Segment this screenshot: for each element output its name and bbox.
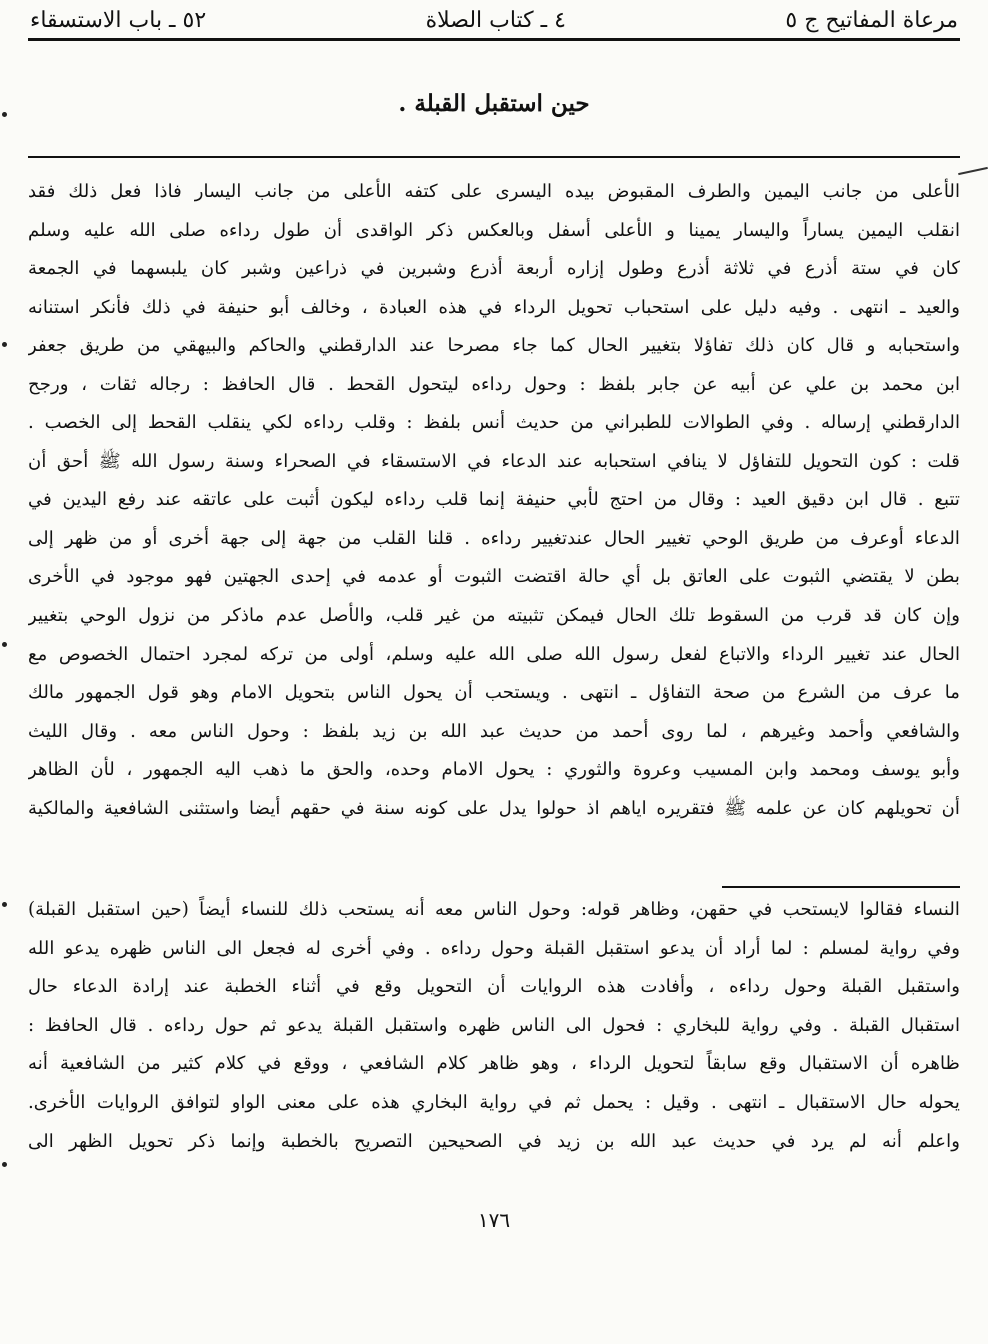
footnote-line: النساء فقالوا لايستحب في حقهن، وظاهر قوله: وحول الناس معه أنه يستحب ذلك للنساء أيضاً (حين استقبل القبلة) <box>28 899 960 920</box>
margin-dot <box>2 342 7 347</box>
text-line: والشافعي وأحمد وغيرهم ، لما روى أحمد من حديث عبد الله بن زيد بلفظ : وحول الناس معه . وقال الليث <box>28 720 960 742</box>
text-line: وإن كان قد قرب من السقوط تلك الحال فيمكن تثبيته من غير قلب، والأصل عدم ماذكر من نزول الوحي بتغيير <box>28 605 960 627</box>
footnote-line: استقبال القبلة . وفي رواية للبخاري : فحول الى الناس ظهره واستقبل القبلة يدعو ثم حول رداءه . قال الحافظ : <box>28 1014 960 1036</box>
footnote-line: ظاهره أن الاستقبال وقع سابقاً لتحويل الرداء ، وهو ظاهر كلام الشافعي ، ووقع في كلام كثير من الشافعية أنه <box>28 1053 960 1075</box>
text-line: الحال عند تغيير الرداء والاتباع لفعل رسول الله صلى الله عليه وسلم، أولى من تركه لمجرد احتمال الخصوص مع <box>28 643 960 665</box>
margin-dot <box>2 642 7 647</box>
text-line: الدارقطني إرساله . وفي الطوالات للطبراني من حديث أنس بلفظ : وقلب رداءه لكي ينقلب القحط إلى الخصب . <box>28 412 960 434</box>
text-line: الأعلى من جانب اليمين والطرف المقبوض بيده اليسرى على كتفه الأعلى من جانب اليسار فاذا فعل ذلك فقد <box>28 181 960 202</box>
running-header <box>30 4 958 36</box>
footnote-line: واعلم أنه لم يرد في حديث عبد الله بن زيد في الصحيحين التصريح بالخطبة وإنما ذكر تحويل الظهر الى <box>28 1130 960 1152</box>
heading-rule <box>28 156 960 158</box>
footnote-separator <box>722 886 960 888</box>
header-chapter: ٤ ـ كتاب الصلاة <box>425 7 566 33</box>
text-line: تتبع . قال ابن دقيق العيد : وقال من احتج لأبي حنيفة إنما قلب رداءه ليكون أثبت على عاتقه عند رفع اليدين في <box>28 489 960 511</box>
footnote-line: واستقبل القبلة وحول رداءه ، وأفادت هذه الروايات أن التحويل وقع في أثناء الخطبة عند إرادة الدعاء حال <box>28 976 960 998</box>
text-line: بطن لا يقتضي الثبوت على العاتق بل أي حالة اقتضت الثبوت أو عدمه في إحدى الجهتين فهو موجود في الأخرى <box>28 566 960 588</box>
text-line: قلت : كون التحويل للتفاؤل لا ينافي استحبابه عند الدعاء في الاستسقاء في الصحراء وسنة رسول الله ﷺ أحق أن <box>28 450 960 472</box>
header-rule <box>28 38 960 41</box>
text-line: الدعاء أوعرف من طريق الوحي تغيير الحال عندتغيير رداءه . قلنا القلب من جهة إلى جهة أخرى أو من ظهر إلى <box>28 527 960 549</box>
margin-dot <box>2 112 7 117</box>
page-number: ١٧٦ <box>477 1208 511 1232</box>
text-line: وأبو يوسف ومحمد وابن المسيب وعروة والثوري : يحول الامام وحده، والحق ما ذهب اليه الجمهور ، لأن الظاهر <box>28 759 960 781</box>
header-book-volume: مرعاة المفاتيح ج ٥ <box>785 7 958 33</box>
text-line: والعيد ـ انتهى . وفيه دليل على استحباب تحويل الرداء في هذه العبادة ، وخالف أبو حنيفة في ذلك فأنكر استنانه <box>28 296 960 318</box>
margin-dot <box>2 1162 7 1167</box>
text-line: انقلب اليمين يساراً واليسار يمينا و الأعلى أسفل وبالعكس ذكر الواقدى أن طول رداءه صلى الله عليه وسلم <box>28 219 960 241</box>
footnote-line: وفي رواية لمسلم : لما أراد أن يدعو استقبل القبلة وحول رداءه . وفي أخرى له فجعل الى الناس ظهره يدعو الله <box>28 937 960 959</box>
margin-mark <box>958 167 988 175</box>
text-line: ما عرف من الشرع من صحة التفاؤل ـ انتهى . ويستحب أن يحول الناس بتحويل الامام وهو قول الجمهور مالك <box>28 682 960 704</box>
footnote-commentary <box>28 891 960 1161</box>
main-commentary <box>28 173 960 828</box>
text-line: كان في ستة أذرع في ثلاثة أذرع وطول إزاره أربعة أذرع وشبرين في ذراعين وشبر كان يلبسهما في الجمعة <box>28 258 960 280</box>
margin-dot <box>2 902 7 907</box>
section-heading: حين استقبل القبلة . <box>398 90 590 117</box>
footnote-line: يحوله حال الاستقبال ـ انتهى . وقيل : يحمل ثم في رواية البخاري هذه على معنى الواو لتوافق الروايات الأخرى. <box>28 1091 960 1113</box>
header-section: ٥٢ ـ باب الاستسقاء <box>30 7 207 33</box>
text-line: واستحبابه و قال كان ذلك تفاؤلا بتغيير الحال كما جاء مصرحا عند الدارقطني والحاكم والبيهقي من طريق جعفر <box>28 335 960 357</box>
text-line: ابن محمد بن علي عن أبيه عن جابر بلفظ : وحول رداءه ليتحول القحط . قال الحافظ : رجاله ثقات ، ورجح <box>28 373 960 395</box>
text-line: أن تحويلهم كان عن علمه ﷺ فتقريره اياهم اذ حولوا يدل على كونه سنة في حقهم أيضا واستثنى الشافعية والمالكية <box>28 797 960 819</box>
